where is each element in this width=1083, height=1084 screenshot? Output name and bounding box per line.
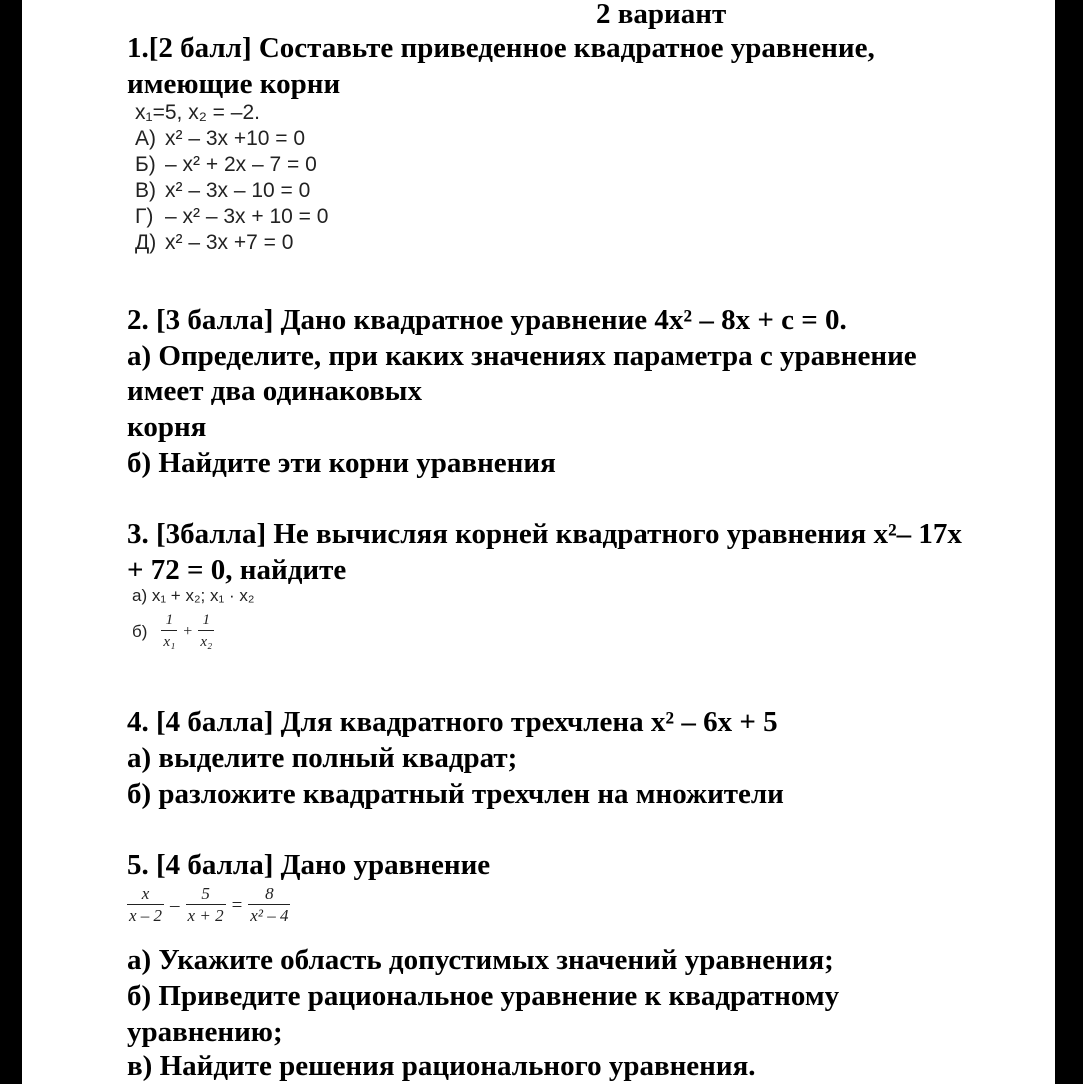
fraction-numerator: x — [141, 884, 150, 903]
q5-title: 5. [4 балла] Дано уравнение — [127, 849, 491, 881]
q1-option-text: x² – 3x +10 = 0 — [165, 127, 306, 150]
worksheet-page — [22, 0, 1055, 1084]
q5-fraction-2 — [186, 884, 226, 927]
q4-part-b: б) разложите квадратный трехчлен на множители — [127, 778, 784, 810]
q3-fraction-1 — [161, 610, 177, 653]
q3-title-line2: + 72 = 0, найдите — [127, 554, 347, 586]
variant-heading: 2 вариант — [596, 0, 727, 30]
q1-option-text: – x² + 2x – 7 = 0 — [165, 153, 317, 176]
q2-part-a-line2: имеет два одинаковых — [127, 375, 422, 407]
q5-part-b-line1: б) Приведите рациональное уравнение к квадратному — [127, 980, 840, 1012]
q1-roots: x₁=5, x₂ = –2. — [135, 101, 260, 124]
q1-option-d — [135, 204, 328, 230]
fraction-numerator: 1 — [165, 612, 174, 628]
plus-sign: + — [183, 622, 193, 640]
q1-option-c — [135, 178, 310, 204]
q1-option-text: – x² – 3x + 10 = 0 — [165, 205, 329, 228]
q2-part-a-line1: а) Определите, при каких значениях параметра с уравнение — [127, 340, 917, 372]
q1-title-line1: 1.[2 балл] Составьте приведенное квадратное уравнение, — [127, 32, 875, 64]
minus-sign: – — [170, 894, 180, 916]
fraction-denominator: x₁ — [161, 630, 177, 653]
q5-part-c: в) Найдите решения рационального уравнения. — [127, 1050, 756, 1082]
q2-part-a-line3: корня — [127, 411, 207, 443]
q5-part-b-line2: уравнению; — [127, 1016, 283, 1048]
equals-sign: = — [231, 894, 243, 916]
q5-fraction-1 — [127, 884, 164, 927]
q3-part-b — [132, 610, 214, 653]
q3-part-a: а) x₁ + x₂; x₁ · x₂ — [132, 586, 255, 605]
q5-fraction-3 — [248, 884, 290, 927]
q3-fraction-2 — [198, 610, 214, 653]
q1-title-line2: имеющие корни — [127, 68, 341, 100]
q1-option-letter: Г) — [135, 205, 154, 228]
q4-title: 4. [4 балла] Для квадратного трехчлена x² – 6x + 5 — [127, 706, 778, 738]
q1-option-letter: А) — [135, 127, 156, 150]
q1-option-a — [135, 126, 305, 152]
q5-part-a: а) Укажите область допустимых значений уравнения; — [127, 944, 834, 976]
q2-part-b: б) Найдите эти корни уравнения — [127, 447, 556, 479]
fraction-numerator: 5 — [201, 884, 210, 903]
q2-title: 2. [3 балла] Дано квадратное уравнение 4x² – 8x + c = 0. — [127, 304, 847, 336]
fraction-numerator: 1 — [202, 612, 210, 628]
q1-option-letter: Б) — [135, 153, 156, 176]
q3-title-line1: 3. [3балла] Не вычисляя корней квадратного уравнения x²– 17x — [127, 518, 962, 550]
fraction-denominator: x² – 4 — [250, 906, 289, 925]
fraction-denominator: x – 2 — [129, 906, 163, 925]
q3-part-b-label: б) — [132, 621, 148, 641]
q5-equation — [127, 884, 290, 927]
q1-option-text: x² – 3x +7 = 0 — [165, 231, 294, 254]
fraction-denominator: x₂ — [198, 630, 214, 653]
q1-option-letter: Д) — [135, 231, 157, 254]
q1-option-e — [135, 230, 293, 256]
fraction-denominator: x + 2 — [187, 906, 224, 925]
q4-part-a: а) выделите полный квадрат; — [127, 742, 518, 774]
q1-option-letter: В) — [135, 179, 156, 202]
q1-option-text: x² – 3x – 10 = 0 — [165, 179, 311, 202]
q1-option-b — [135, 152, 317, 178]
fraction-numerator: 8 — [265, 884, 274, 903]
